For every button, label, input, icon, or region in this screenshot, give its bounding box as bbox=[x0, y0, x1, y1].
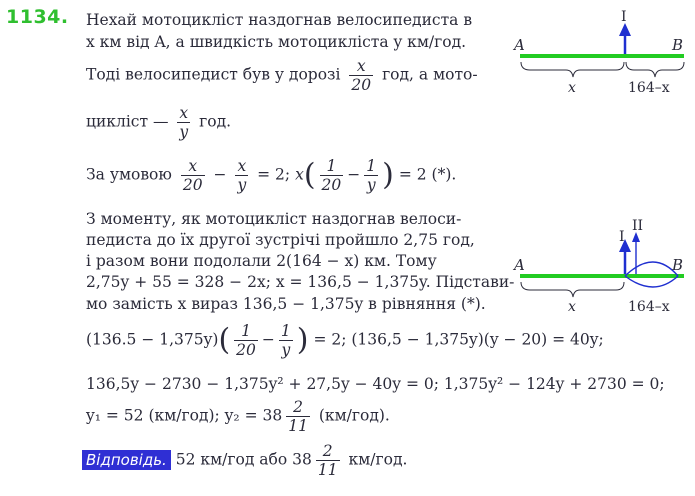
fraction-denominator: 11 bbox=[288, 417, 308, 435]
equation-1-end: = 2; (136,5 − 1,375y)(y − 20) = 40y; bbox=[313, 330, 604, 349]
fraction-denominator: y bbox=[366, 176, 376, 194]
point-a-label: A bbox=[514, 36, 525, 54]
diagram-second-meeting bbox=[508, 214, 692, 314]
equals-two: = 2; bbox=[257, 165, 291, 184]
brace-x bbox=[521, 62, 624, 77]
condition-label: За умовою bbox=[86, 165, 172, 184]
roots-start: y₁ = 52 (км/год); y₂ = 38 bbox=[86, 406, 283, 425]
answer-start: 52 км/год або 38 bbox=[175, 450, 312, 469]
fraction-denominator: 20 bbox=[182, 176, 203, 194]
fraction-x-y bbox=[177, 104, 190, 141]
brace-x bbox=[521, 282, 624, 297]
text-line-4-start: цикліст — bbox=[86, 112, 169, 131]
roots-end: (км/год). bbox=[318, 406, 390, 425]
equals-two-star: = 2 (*). bbox=[398, 165, 457, 184]
text-line-4 bbox=[86, 104, 231, 141]
fraction-numerator: 2 bbox=[286, 398, 310, 417]
fraction-numerator: x bbox=[177, 104, 190, 123]
text-paragraph-2-line-4: 2,75y + 55 = 328 − 2x; x = 136,5 − 1,375y. Підстави- bbox=[86, 273, 515, 291]
fraction-denominator: 20 bbox=[351, 76, 372, 94]
label-x: x bbox=[568, 299, 576, 314]
answer-label: Відповідь. bbox=[82, 450, 171, 470]
text-paragraph-2-line-2: педиста до їх другої зустрічі пройшло 2,75 год, bbox=[86, 231, 475, 249]
fraction-x-20 bbox=[181, 157, 205, 194]
minus-sign: − bbox=[261, 330, 275, 349]
diagram-first-meeting bbox=[508, 6, 692, 98]
minus-sign: − bbox=[347, 165, 361, 184]
mark-second: II bbox=[632, 218, 644, 234]
mark-first: I bbox=[619, 229, 625, 245]
roots-line bbox=[86, 398, 390, 435]
fraction-1-y bbox=[279, 322, 293, 359]
fraction-x-y bbox=[235, 157, 248, 194]
fraction-numerator: 1 bbox=[234, 322, 258, 341]
variable-x: x bbox=[295, 165, 304, 184]
equation-line-2: 136,5y − 2730 − 1,375y² + 27,5y − 40y = 0; 1,375y² − 124y + 2730 = 0; bbox=[86, 375, 665, 393]
equation-1-start: (136.5 − 1,375y) bbox=[86, 330, 219, 349]
text-paragraph-2-line-3: і разом вони подолали 2(164 − x) км. Тому bbox=[86, 252, 437, 270]
fraction-denominator: 20 bbox=[236, 341, 256, 359]
fraction-numerator: x bbox=[235, 157, 248, 176]
text-line-3-start: Тоді велосипедист був у дорозі bbox=[86, 65, 341, 84]
label-164-x: 164–x bbox=[628, 299, 670, 314]
answer-line bbox=[82, 442, 407, 479]
text-line-2: x км від A, а швидкість мотоцикліста y км/год. bbox=[86, 33, 467, 51]
right-paren: ) bbox=[382, 157, 394, 193]
text-line-3 bbox=[86, 57, 478, 94]
text-line-3-end: год, а мото- bbox=[382, 65, 478, 84]
condition-equation bbox=[86, 157, 456, 194]
fraction-numerator: x bbox=[181, 157, 205, 176]
text-line-1: Нехай мотоцикліст наздогнав велосипедиста в bbox=[86, 11, 473, 29]
fraction-numerator: 2 bbox=[316, 442, 340, 461]
fraction-denominator: y bbox=[179, 123, 189, 141]
point-b-label: B bbox=[672, 36, 684, 54]
text-paragraph-2-line-5: мо замість x вираз 136,5 − 1,375y в рівняння (*). bbox=[86, 295, 486, 313]
fraction-denominator: 11 bbox=[317, 461, 338, 479]
fraction-numerator: 1 bbox=[320, 157, 344, 176]
left-paren: ( bbox=[303, 157, 316, 193]
left-paren: ( bbox=[218, 322, 231, 358]
fraction-1-20 bbox=[320, 157, 344, 194]
fraction-1-y bbox=[364, 157, 378, 194]
point-a-label: A bbox=[514, 256, 525, 274]
brace-164-x bbox=[626, 62, 684, 77]
route-motorcyclist-upper bbox=[625, 262, 678, 276]
text-line-4-end: год. bbox=[199, 112, 232, 131]
problem-number: 1134. bbox=[6, 6, 69, 28]
fraction-x-20 bbox=[349, 57, 373, 94]
fraction-numerator: x bbox=[349, 57, 373, 76]
right-paren: ) bbox=[296, 322, 309, 358]
fraction-1-20 bbox=[234, 322, 258, 359]
minus-sign: − bbox=[213, 165, 227, 184]
label-164-x: 164–x bbox=[628, 80, 670, 96]
fraction-numerator: 1 bbox=[366, 157, 377, 175]
fraction-denominator: y bbox=[281, 341, 291, 359]
fraction-2-11 bbox=[316, 442, 340, 479]
point-b-label: B bbox=[672, 256, 684, 274]
text-paragraph-2-line-1: З моменту, як мотоцикліст наздогнав велоси- bbox=[86, 210, 462, 228]
fraction-denominator: 20 bbox=[321, 176, 342, 194]
equation-line-1 bbox=[86, 322, 604, 359]
fraction-denominator: y bbox=[237, 176, 247, 194]
fraction-numerator: 1 bbox=[280, 322, 291, 340]
mark-first: I bbox=[621, 9, 627, 25]
fraction-2-11 bbox=[286, 398, 310, 435]
answer-end: км/год. bbox=[348, 450, 408, 469]
label-x: x bbox=[568, 80, 576, 96]
